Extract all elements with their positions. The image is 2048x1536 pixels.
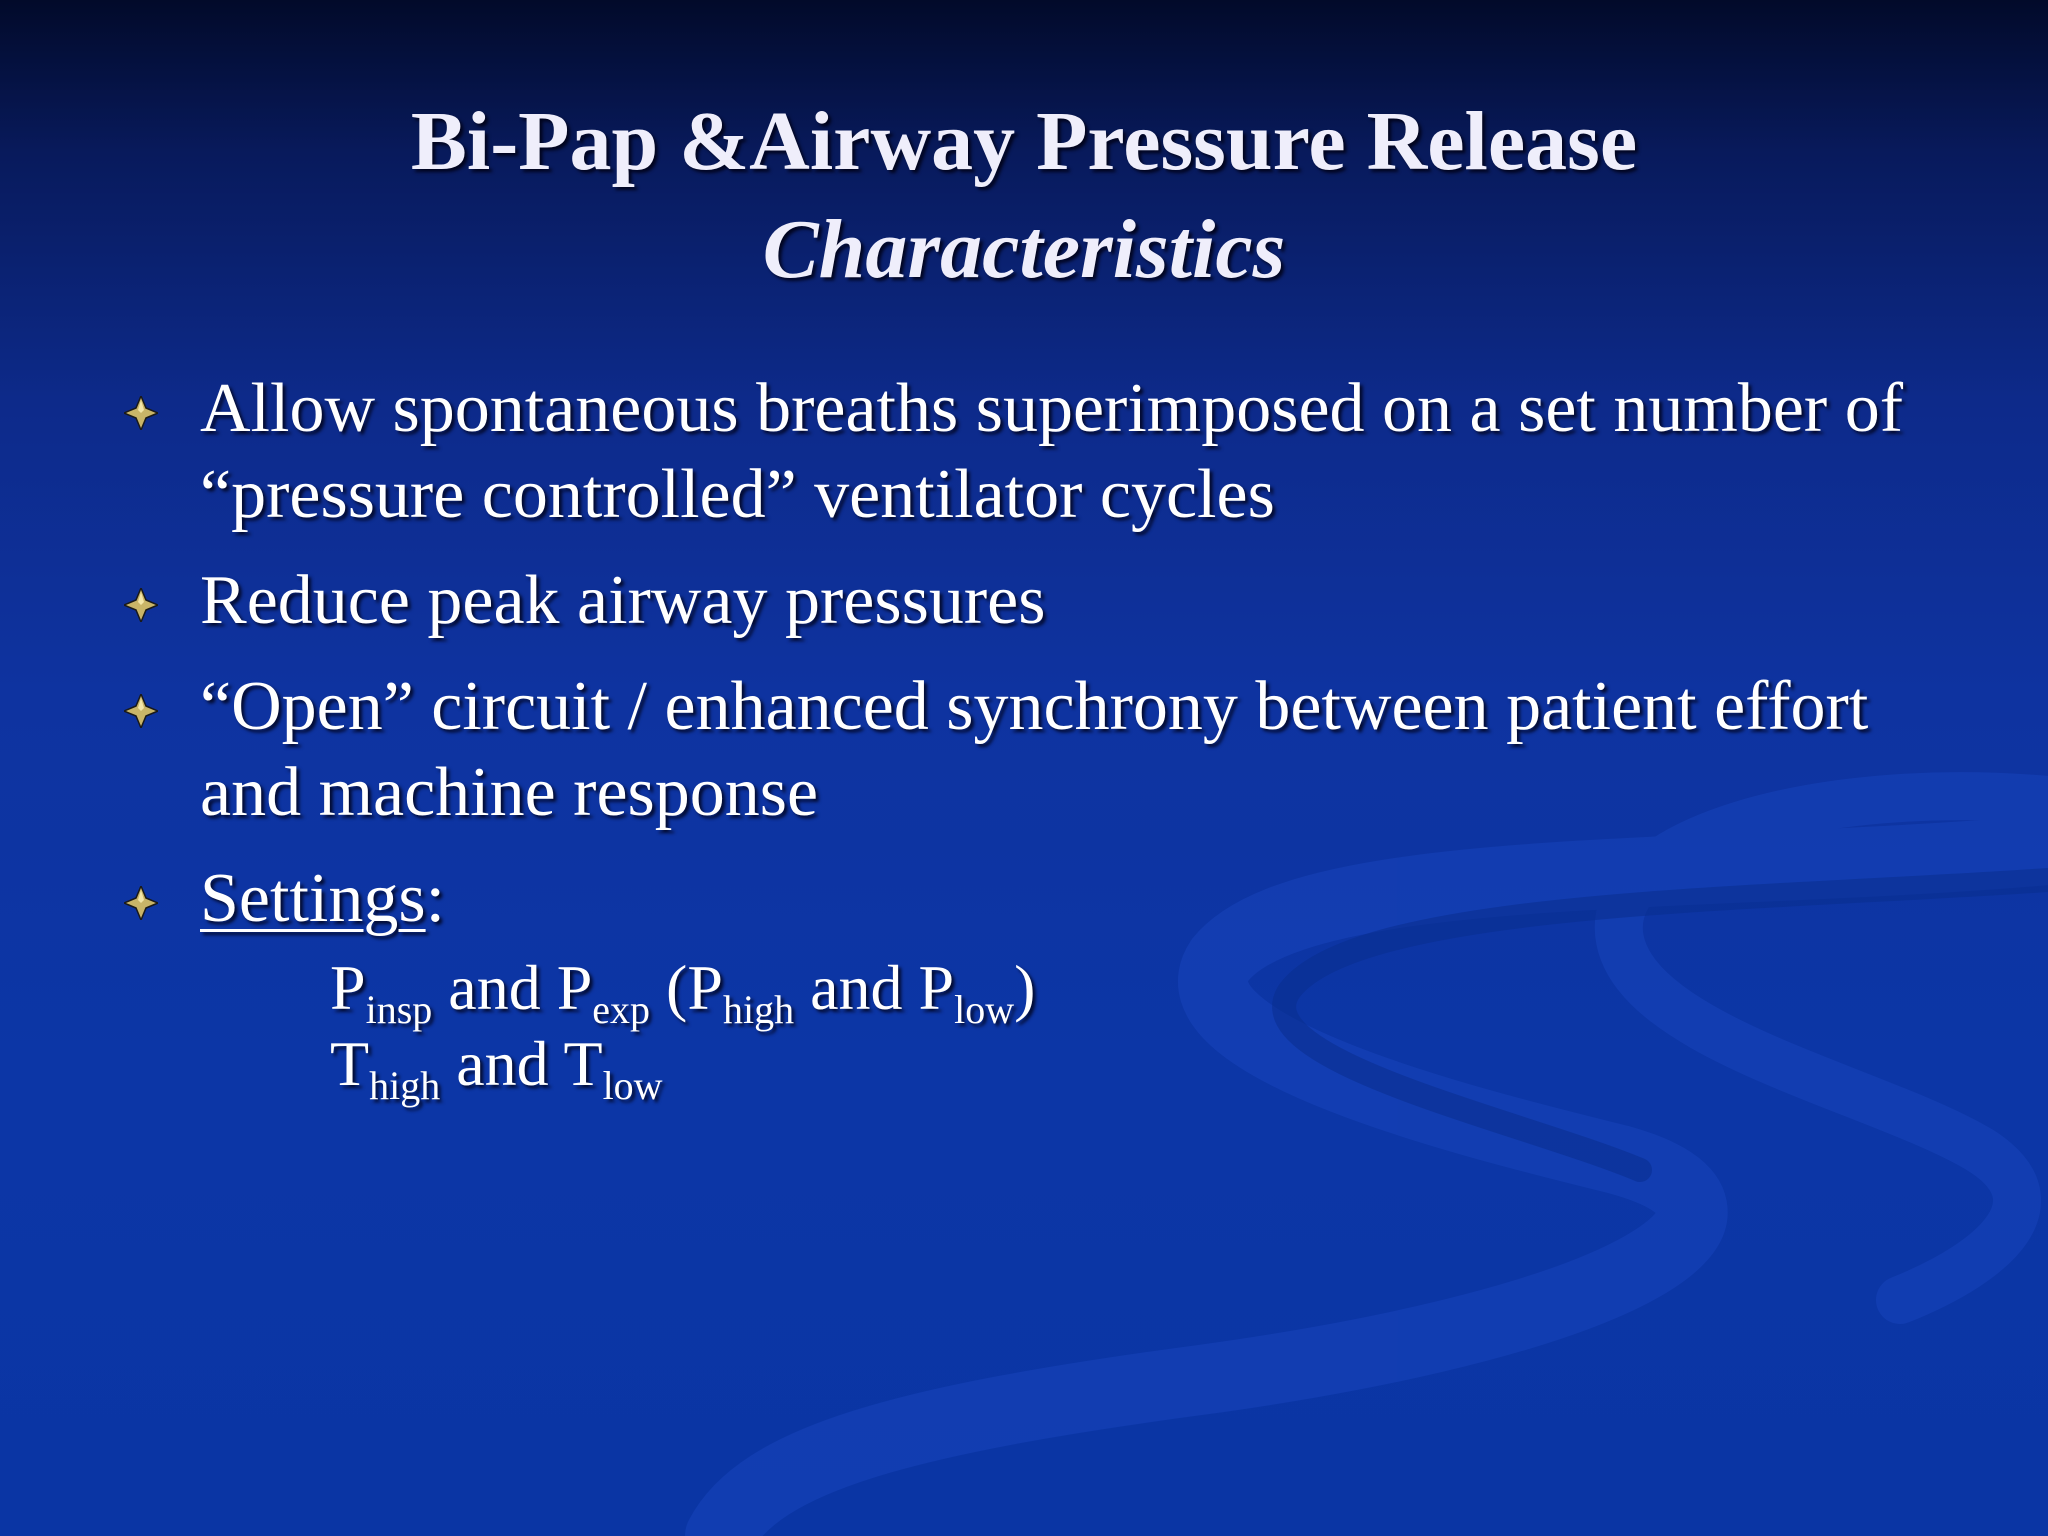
settings-label: Settings bbox=[200, 860, 426, 937]
settings-colon: : bbox=[425, 860, 446, 937]
settings-time-line bbox=[330, 1026, 1035, 1108]
settings-details bbox=[330, 950, 1036, 1108]
t-high-symbol: T bbox=[330, 1028, 370, 1099]
title-main: Bi-Pap &Airway Pressure Release bbox=[410, 95, 1638, 188]
bullet-item-reduce-peak bbox=[200, 558, 1960, 644]
four-point-diamond-icon bbox=[124, 396, 158, 430]
p-low-subscript: low bbox=[954, 987, 1015, 1032]
p-low-symbol: P bbox=[918, 952, 955, 1023]
title-subtitle: Characteristics bbox=[762, 203, 1286, 296]
and-text: and bbox=[794, 952, 919, 1023]
bullet-text: Allow spontaneous breaths superimposed on a set number of “pressure controlled” ventilator cycles bbox=[200, 370, 1904, 533]
settings-pressure-line bbox=[330, 950, 1036, 1032]
p-insp-symbol: P bbox=[330, 952, 366, 1023]
p-high-subscript: high bbox=[722, 987, 795, 1032]
bullet-item-open-circuit bbox=[200, 664, 1960, 836]
bullet-list bbox=[200, 366, 1960, 962]
open-paren: ( bbox=[650, 952, 688, 1023]
four-point-diamond-icon bbox=[124, 694, 158, 728]
p-high-symbol: P bbox=[687, 952, 723, 1023]
t-high-subscript: high bbox=[369, 1063, 441, 1108]
p-exp-subscript: exp bbox=[592, 987, 651, 1032]
close-paren: ) bbox=[1014, 952, 1036, 1023]
four-point-diamond-icon bbox=[124, 886, 158, 920]
slide-title bbox=[0, 88, 2048, 304]
bullet-item-spontaneous-breaths bbox=[200, 366, 1960, 538]
and-text: and bbox=[432, 952, 557, 1023]
p-insp-subscript: insp bbox=[365, 987, 433, 1032]
bullet-text: Reduce peak airway pressures bbox=[200, 562, 1046, 639]
and-text: and bbox=[440, 1028, 564, 1099]
t-low-symbol: T bbox=[563, 1028, 603, 1099]
bullet-text: “Open” circuit / enhanced synchrony between patient effort and machine response bbox=[200, 668, 1869, 831]
bullet-item-settings bbox=[200, 856, 1960, 942]
t-low-subscript: low bbox=[602, 1063, 663, 1108]
four-point-diamond-icon bbox=[124, 588, 158, 622]
p-exp-symbol: P bbox=[556, 952, 593, 1023]
